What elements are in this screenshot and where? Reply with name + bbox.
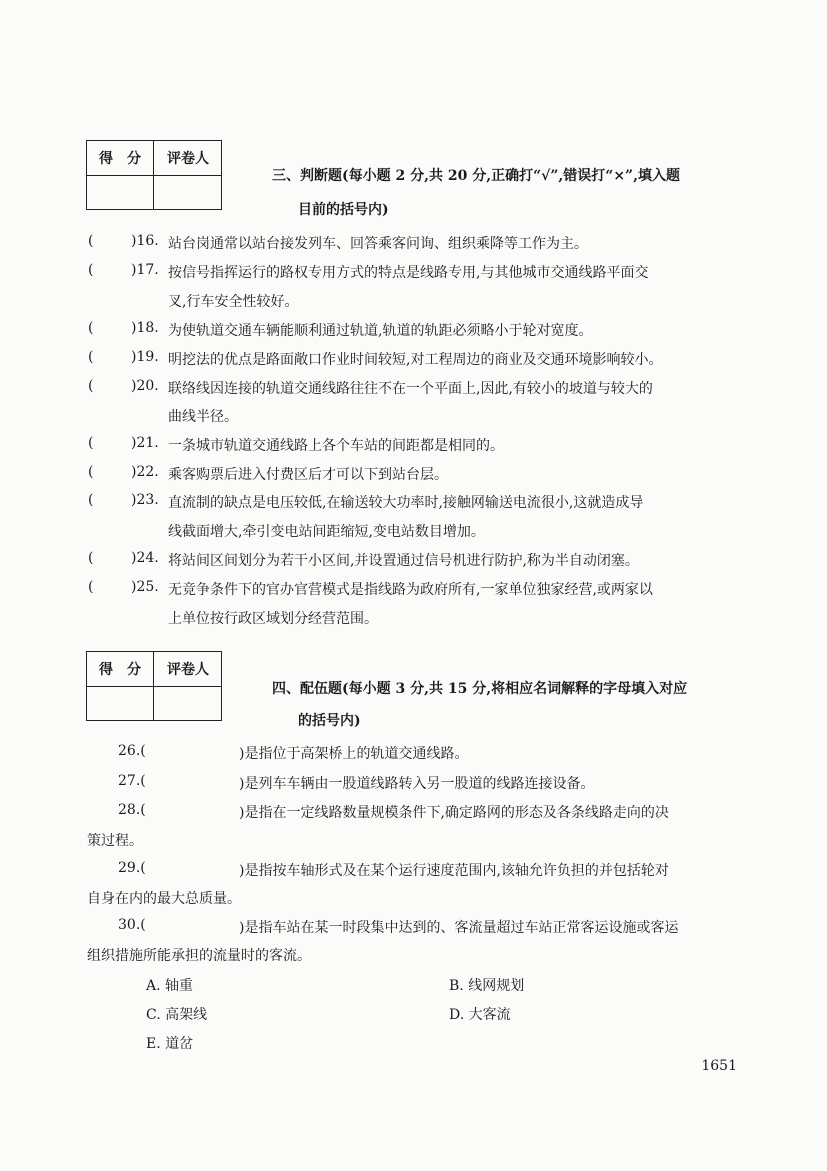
- question-number: )19.: [131, 349, 159, 365]
- question-number: 27.(: [118, 773, 146, 789]
- question-text: 站台岗通常以站台接发列车、回答乘客问询、组织乘降等工作为主。: [168, 236, 588, 252]
- question-number: )20.: [131, 378, 159, 394]
- question-number: )23.: [131, 492, 159, 508]
- score-label: 得 分: [99, 662, 141, 678]
- question-number: 30.(: [118, 917, 146, 933]
- score-box-section3: [86, 140, 222, 210]
- question-text: 直流制的缺点是电压较低,在输送较大功率时,接触网输送电流很小,这就造成导: [168, 495, 644, 511]
- question-text: 将站间区间划分为若干小区间,并设置通过信号机进行防护,称为半自动闭塞。: [168, 553, 639, 569]
- question-number: 26.(: [118, 743, 146, 759]
- answer-paren: (: [88, 349, 94, 365]
- question-text-cont: 上单位按行政区域划分经营范围。: [168, 611, 378, 627]
- question-text: )是指车站在某一时段集中达到的、客流量超过车站正常客运设施或客运: [239, 920, 679, 936]
- question-text-cont: 线截面增大,牵引变电站间距缩短,变电站数目增加。: [168, 524, 485, 540]
- question-number: 28.(: [118, 802, 146, 818]
- answer-paren: (: [88, 320, 94, 336]
- option-d: D. 大客流: [449, 1007, 511, 1023]
- question-text: 无竞争条件下的官办官营模式是指线路为政府所有,一家单位独家经营,或两家以: [168, 582, 653, 598]
- answer-paren: (: [88, 550, 94, 566]
- option-c: C. 高架线: [146, 1007, 208, 1023]
- section3-title: 三、判断题(每小题 2 分,共 20 分,正确打“√”,错误打“×”,填入题: [272, 168, 680, 184]
- question-text: 为使轨道交通车辆能顺利通过轨道,轨道的轨距必须略小于轮对宽度。: [168, 323, 593, 339]
- grader-label: 评卷人: [167, 662, 209, 678]
- question-number: )16.: [131, 233, 159, 249]
- option-a: A. 轴重: [146, 978, 194, 994]
- question-number: )17.: [131, 262, 159, 278]
- question-text-cont: 叉,行车安全性较好。: [168, 294, 299, 310]
- question-text-cont: 组织措施所能承担的流量时的客流。: [87, 948, 311, 964]
- question-number: )24.: [131, 550, 159, 566]
- question-text: )是指在一定线路数量规模条件下,确定路网的形态及各条线路走向的决: [239, 805, 669, 821]
- grader-label: 评卷人: [167, 151, 209, 167]
- question-text: 联络线因连接的轨道交通线路往往不在一个平面上,因此,有较小的坡道与较大的: [168, 381, 653, 397]
- score-box-section4: [86, 651, 222, 721]
- question-text-cont: 自身在内的最大总质量。: [87, 891, 241, 907]
- option-b: B. 线网规划: [449, 978, 525, 994]
- question-text: )是指按车轴形式及在某个运行速度范围内,该轴允许负担的并包括轮对: [239, 863, 669, 879]
- section4-title: 四、配伍题(每小题 3 分,共 15 分,将相应名词解释的字母填入对应: [272, 681, 688, 697]
- answer-paren: (: [88, 435, 94, 451]
- score-box-divider: [87, 686, 221, 687]
- question-text: 明挖法的优点是路面敞口作业时间较短,对工程周边的商业及交通环境影响较小。: [168, 352, 663, 368]
- answer-paren: (: [88, 464, 94, 480]
- question-text-cont: 策过程。: [87, 833, 143, 849]
- question-number: )18.: [131, 320, 159, 336]
- page-number: 1651: [701, 1058, 737, 1074]
- option-e: E. 道岔: [146, 1036, 194, 1052]
- question-text: 按信号指挥运行的路权专用方式的特点是线路专用,与其他城市交通线路平面交: [168, 265, 649, 281]
- question-text-cont: 曲线半径。: [168, 409, 238, 425]
- question-text: )是指位于高架桥上的轨道交通线路。: [239, 746, 469, 762]
- question-text: 一条城市轨道交通线路上各个车站的间距都是相同的。: [168, 438, 504, 454]
- answer-paren: (: [88, 262, 94, 278]
- question-number: )21.: [131, 435, 159, 451]
- answer-paren: (: [88, 233, 94, 249]
- question-text: 乘客购票后进入付费区后才可以下到站台层。: [168, 467, 448, 483]
- question-number: )25.: [131, 579, 159, 595]
- answer-paren: (: [88, 492, 94, 508]
- score-box-divider: [87, 175, 221, 176]
- question-number: )22.: [131, 464, 159, 480]
- question-number: 29.(: [118, 860, 146, 876]
- question-text: )是列车车辆由一股道线路转入另一股道的线路连接设备。: [239, 776, 595, 792]
- answer-paren: (: [88, 378, 94, 394]
- section4-title-cont: 的括号内): [298, 713, 361, 729]
- answer-paren: (: [88, 579, 94, 595]
- section3-title-cont: 目前的括号内): [298, 202, 389, 218]
- score-label: 得 分: [99, 151, 141, 167]
